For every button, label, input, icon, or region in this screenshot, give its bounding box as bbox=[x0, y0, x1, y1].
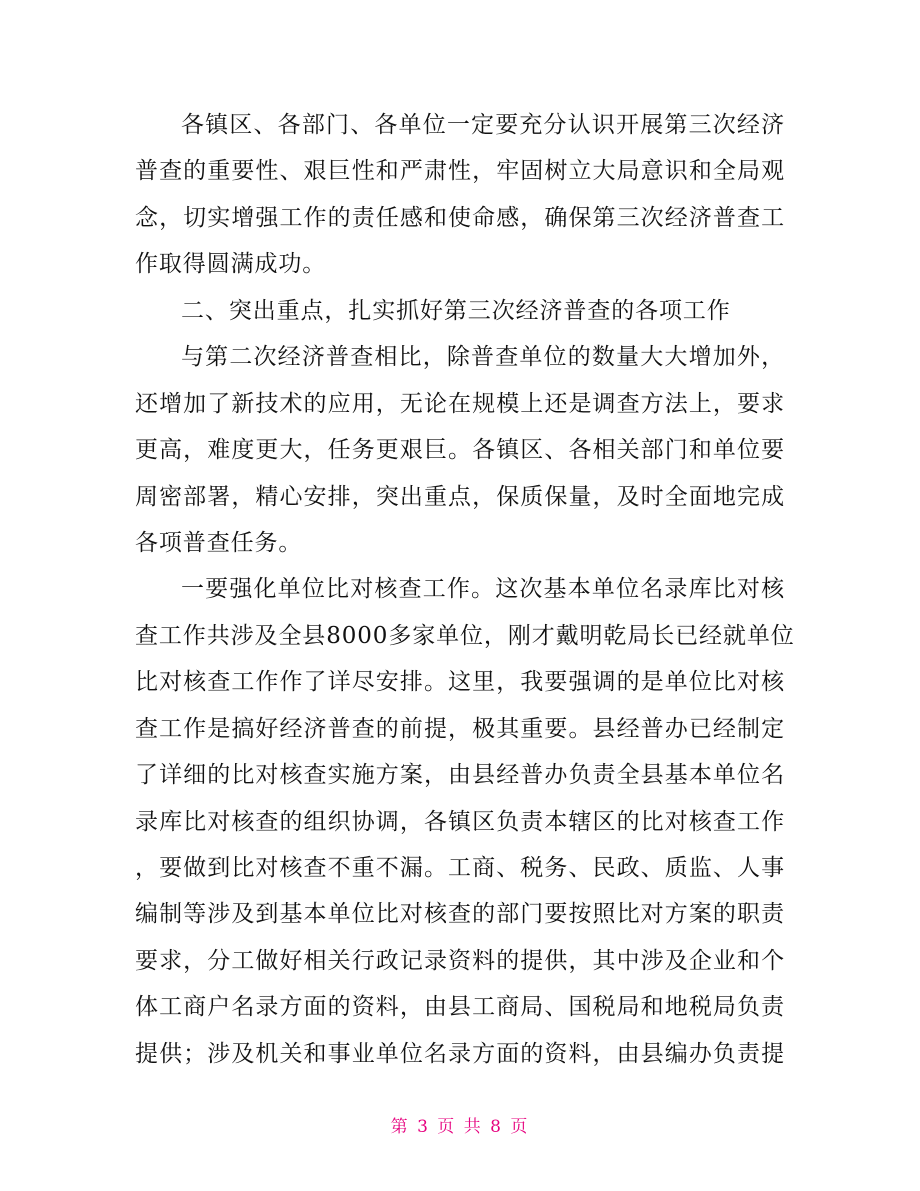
document-body bbox=[135, 102, 795, 1077]
text-line: 各镇区、各部门、各单位一定要充分认识开展第三次经济 bbox=[181, 112, 785, 138]
text-line: ，要做到比对核查不重不漏。工商、税务、民政、质监、人事 bbox=[135, 855, 785, 881]
text-line: 还增加了新技术的应用，无论在规模上还是调查方法上，要求 bbox=[135, 390, 785, 417]
text-line: 录库比对核查的组织协调，各镇区负责本辖区的比对核查工作 bbox=[135, 808, 785, 835]
text-line: 一要强化单位比对核查工作。这次基本单位名录库比对核 bbox=[181, 576, 785, 603]
page-number-footer: 第 3 页 共 8 页 bbox=[390, 1117, 530, 1137]
text-line: 编制等涉及到基本单位比对核查的部门要按照比对方案的职责 bbox=[135, 901, 785, 928]
text-line: 提供；涉及机关和事业单位名录方面的资料，由县编办负责提 bbox=[135, 1040, 785, 1067]
text-line: 普查的重要性、艰巨性和严肃性，牢固树立大局意识和全局观 bbox=[135, 158, 785, 185]
text-line: 作取得圆满成功。 bbox=[135, 251, 327, 278]
text-line: 各项普查任务。 bbox=[135, 529, 303, 556]
text-line: 体工商户名录方面的资料，由县工商局、国税局和地税局负责 bbox=[135, 994, 785, 1021]
text-line: 查工作是搞好经济普查的前提，极其重要。县经普办已经制定 bbox=[135, 715, 785, 742]
text-line: 比对核查工作作了详尽安排。这里，我要强调的是单位比对核 bbox=[135, 669, 785, 696]
text-line: 念，切实增强工作的责任感和使命感，确保第三次经济普查工 bbox=[135, 204, 785, 231]
text-line: 查工作共涉及全县8000多家单位，刚才戴明乾局长已经就单位 bbox=[135, 622, 795, 649]
section-heading: 二、突出重点，扎实抓好第三次经济普查的各项工作 bbox=[181, 297, 731, 324]
text-line: 要求，分工做好相关行政记录资料的提供，其中涉及企业和个 bbox=[135, 947, 785, 974]
text-line: 更高，难度更大，任务更艰巨。各镇区、各相关部门和单位要 bbox=[135, 437, 785, 464]
text-line: 与第二次经济普查相比，除普查单位的数量大大增加外， bbox=[181, 344, 785, 371]
text-line: 了详细的比对核查实施方案，由县经普办负责全县基本单位名 bbox=[135, 762, 785, 789]
text-line: 周密部署，精心安排，突出重点，保质保量，及时全面地完成 bbox=[135, 483, 785, 510]
